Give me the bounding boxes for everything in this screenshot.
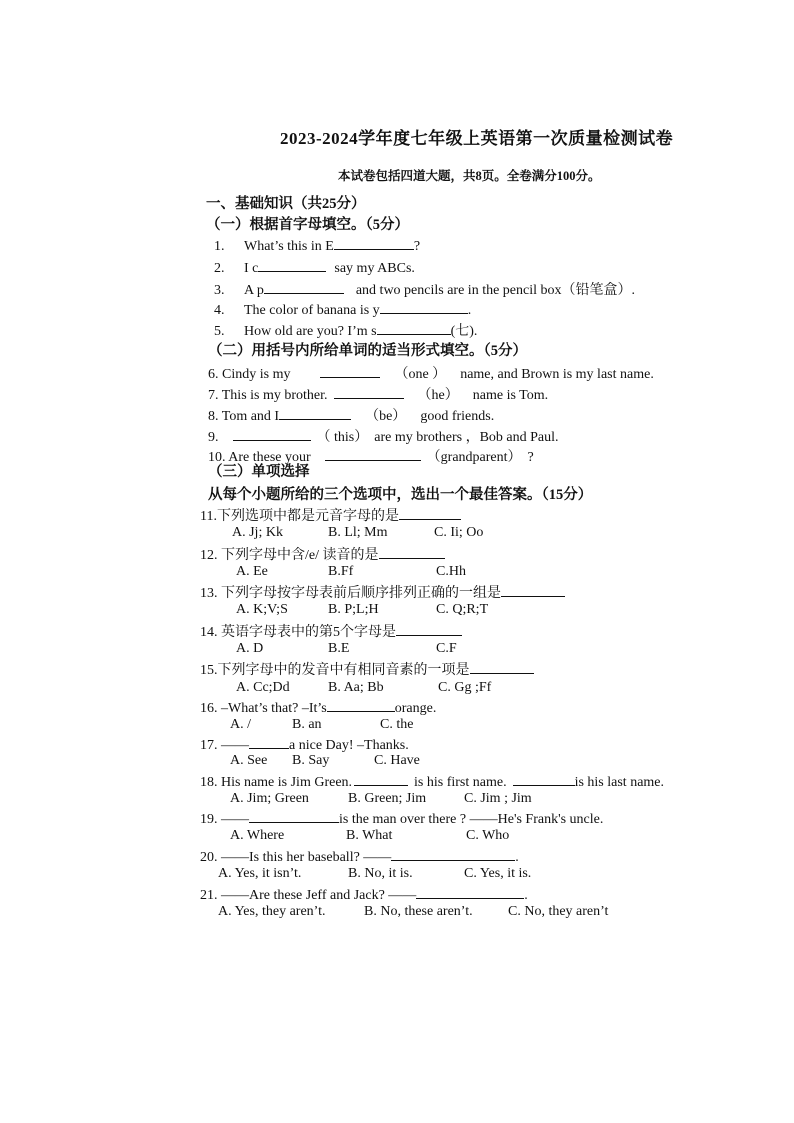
answer-blank[interactable]	[470, 659, 534, 674]
answer-blank[interactable]	[334, 384, 404, 399]
option-a[interactable]: A. /	[230, 717, 251, 732]
answer-blank[interactable]	[354, 771, 408, 786]
question-17: 17. —— a nice Day! –Thanks.	[200, 734, 409, 755]
option-a[interactable]: A. Where	[230, 828, 285, 843]
option-a[interactable]: A. D	[236, 641, 264, 656]
part3-heading: （三）单项选择	[208, 464, 310, 480]
answer-blank[interactable]	[399, 505, 461, 520]
question-16: 16. –What’s that? –It’s orange.	[200, 697, 436, 718]
question-6: 6. Cindy is my （one ） name, and Brown is my last name.	[208, 363, 654, 384]
part2-heading: （二）用括号内所给单词的适当形式填空。（5分）	[208, 343, 527, 359]
option-a[interactable]: A. Cc;Dd	[236, 680, 290, 695]
question-3: 3. A p and two pencils are in the pencil box（铅笔盒）.	[214, 279, 635, 300]
option-a[interactable]: A. K;V;S	[236, 602, 288, 617]
option-a[interactable]: A. Jj; Kk	[232, 525, 283, 540]
answer-blank[interactable]	[249, 734, 289, 749]
option-c[interactable]: C.F	[436, 641, 457, 656]
option-b[interactable]: B. What	[346, 828, 393, 843]
option-b[interactable]: B. an	[292, 717, 322, 732]
question-19: 19. —— is the man over there ? ——He's Frank's uncle.	[200, 808, 603, 829]
option-b[interactable]: B.E	[328, 641, 350, 656]
question-13: 13. 下列字母按字母表前后顺序排列正确的一组是	[200, 582, 565, 603]
answer-blank[interactable]	[380, 299, 468, 314]
answer-blank[interactable]	[327, 697, 395, 712]
option-b[interactable]: B. No, it is.	[348, 866, 413, 881]
option-b[interactable]: B. Ll; Mm	[328, 525, 388, 540]
answer-blank[interactable]	[279, 405, 351, 420]
question-1: 1. What’s this in E ?	[214, 235, 420, 256]
question-10: 10. Are these your （grandparent） ?	[208, 446, 534, 467]
answer-blank[interactable]	[258, 257, 326, 272]
answer-blank[interactable]	[391, 846, 515, 861]
option-c[interactable]: C. Gg ;Ff	[438, 680, 492, 695]
answer-blank[interactable]	[334, 235, 414, 250]
question-2: 2. I c say my ABCs.	[214, 257, 415, 278]
question-18: 18. His name is Jim Green. is his first name. is his last name.	[200, 771, 664, 792]
option-c[interactable]: C. Q;R;T	[436, 602, 489, 617]
answer-blank[interactable]	[416, 884, 524, 899]
option-c[interactable]: C.Hh	[436, 564, 466, 579]
page-title: 2023-2024学年度七年级上英语第一次质量检测试卷	[280, 129, 674, 148]
option-b[interactable]: B. No, these aren’t.	[364, 904, 473, 919]
answer-blank[interactable]	[325, 446, 421, 461]
answer-blank[interactable]	[264, 279, 344, 294]
answer-blank[interactable]	[501, 582, 565, 597]
question-5: 5. How old are you? I’m s (七).	[214, 320, 477, 341]
answer-blank[interactable]	[377, 320, 451, 335]
option-b[interactable]: B. Say	[292, 753, 330, 768]
option-a[interactable]: A. Yes, it isn’t.	[218, 866, 302, 881]
answer-blank[interactable]	[513, 771, 575, 786]
answer-blank[interactable]	[249, 808, 339, 823]
part3-instruction: 从每个小题所给的三个选项中，选出一个最佳答案。（15分）	[208, 487, 593, 503]
question-12: 12. 下列字母中含/e/ 读音的是	[200, 544, 445, 565]
page-subtitle: 本试卷包括四道大题，共8页。全卷满分100分。	[338, 169, 601, 183]
part1-heading: （一）根据首字母填空。（5分）	[206, 217, 409, 233]
option-c[interactable]: C. Have	[374, 753, 420, 768]
option-a[interactable]: A. Jim; Green	[230, 791, 309, 806]
answer-blank[interactable]	[379, 544, 445, 559]
answer-blank[interactable]	[396, 621, 462, 636]
option-c[interactable]: C. Jim ; Jim	[464, 791, 532, 806]
option-c[interactable]: C. Ii; Oo	[434, 525, 484, 540]
question-8: 8. Tom and I （be） good friends.	[208, 405, 494, 426]
option-b[interactable]: B. Aa; Bb	[328, 680, 384, 695]
option-c[interactable]: C. Who	[466, 828, 510, 843]
question-4: 4. The color of banana is y .	[214, 299, 471, 320]
option-c[interactable]: C. No, they aren’t	[508, 904, 609, 919]
answer-blank[interactable]	[233, 426, 311, 441]
option-b[interactable]: B. Green; Jim	[348, 791, 427, 806]
option-a[interactable]: A. See	[230, 753, 268, 768]
option-c[interactable]: C. the	[380, 717, 414, 732]
question-14: 14. 英语字母表中的第5个字母是	[200, 621, 462, 642]
option-a[interactable]: A. Ee	[236, 564, 268, 579]
question-7: 7. This is my brother. （he） name is Tom.	[208, 384, 548, 405]
option-c[interactable]: C. Yes, it is.	[464, 866, 532, 881]
answer-blank[interactable]	[320, 363, 380, 378]
section-heading: 一、基础知识（共25分）	[206, 196, 366, 212]
question-9: 9. （ this） are my brothers ，Bob and Paul.	[208, 426, 559, 447]
option-b[interactable]: B.Ff	[328, 564, 354, 579]
option-b[interactable]: B. P;L;H	[328, 602, 379, 617]
option-a[interactable]: A. Yes, they aren’t.	[218, 904, 326, 919]
question-11: 11.下列选项中都是元音字母的是	[200, 505, 461, 526]
question-15: 15.下列字母中的发音中有相同音素的一项是	[200, 659, 534, 680]
question-21: 21. ——Are these Jeff and Jack? —— .	[200, 884, 528, 905]
question-20: 20. ——Is this her baseball? —— .	[200, 846, 519, 867]
